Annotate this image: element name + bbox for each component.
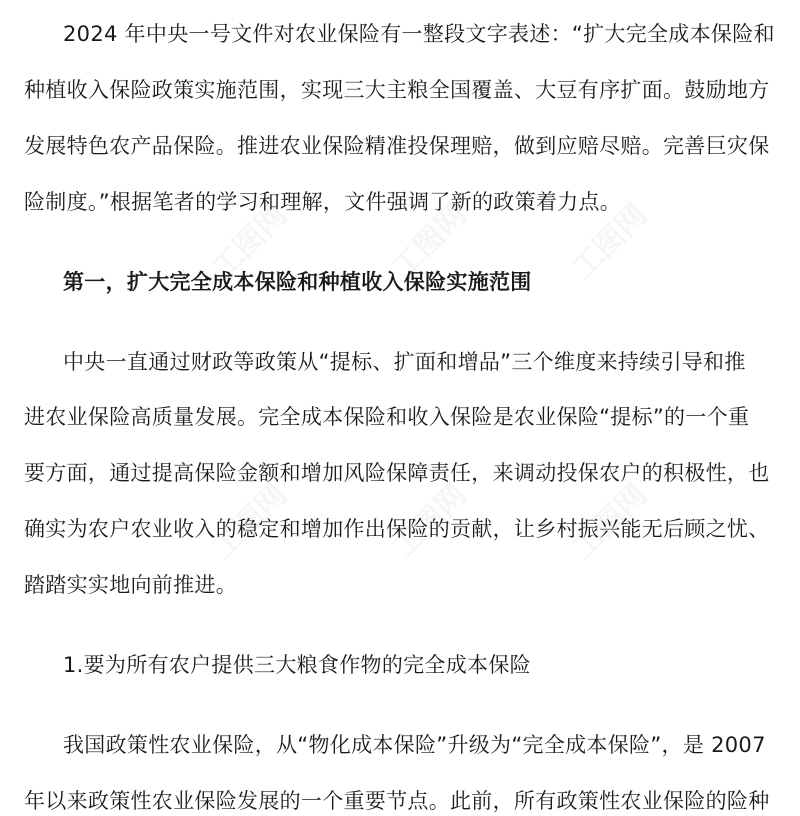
paragraph-line: 年以来政策性农业保险发展的一个重要节点。此前，所有政策性农业保险的险种 bbox=[24, 789, 770, 813]
paragraph-line: 要方面，通过提高保险金额和增加风险保障责任，来调动投保农户的积极性，也 bbox=[24, 461, 770, 485]
section-heading: 第一，扩大完全成本保险和种植收入保险实施范围 bbox=[63, 270, 532, 294]
watermark: 工图网 bbox=[205, 197, 294, 286]
paragraph-line: 踏踏实实地向前推进。 bbox=[24, 573, 237, 597]
watermark: 工图网 bbox=[565, 477, 654, 566]
watermark: 工图网 bbox=[205, 477, 294, 566]
paragraph-line: 种植收入保险政策实施范围，实现三大主粮全国覆盖、大豆有序扩面。鼓励地方 bbox=[24, 78, 770, 102]
watermark: 工图网 bbox=[385, 477, 474, 566]
paragraph-line: 险制度。”根据笔者的学习和理解，文件强调了新的政策着力点。 bbox=[24, 190, 622, 214]
watermark: 工图网 bbox=[565, 197, 654, 286]
paragraph-line: 中央一直通过财政等政策从“提标、扩面和增品”三个维度来持续引导和推 bbox=[63, 350, 746, 374]
paragraph-line: 确实为农户农业收入的稳定和增加作出保险的贡献，让乡村振兴能无后顾之忧、 bbox=[24, 517, 770, 541]
paragraph-line: 进农业保险高质量发展。完全成本保险和收入保险是农业保险“提标”的一个重 bbox=[24, 405, 750, 429]
subsection-heading: 1.要为所有农户提供三大粮食作物的完全成本保险 bbox=[63, 653, 531, 677]
paragraph-line: 发展特色农产品保险。推进农业保险精准投保理赔，做到应赔尽赔。完善巨灾保 bbox=[24, 134, 770, 158]
paragraph-line: 我国政策性农业保险，从“物化成本保险”升级为“完全成本保险”，是 2007 bbox=[63, 733, 766, 757]
watermark: 工图网 bbox=[385, 197, 474, 286]
paragraph-line: 2024 年中央一号文件对农业保险有一整段文字表述：“扩大完全成本保险和 bbox=[63, 22, 775, 46]
